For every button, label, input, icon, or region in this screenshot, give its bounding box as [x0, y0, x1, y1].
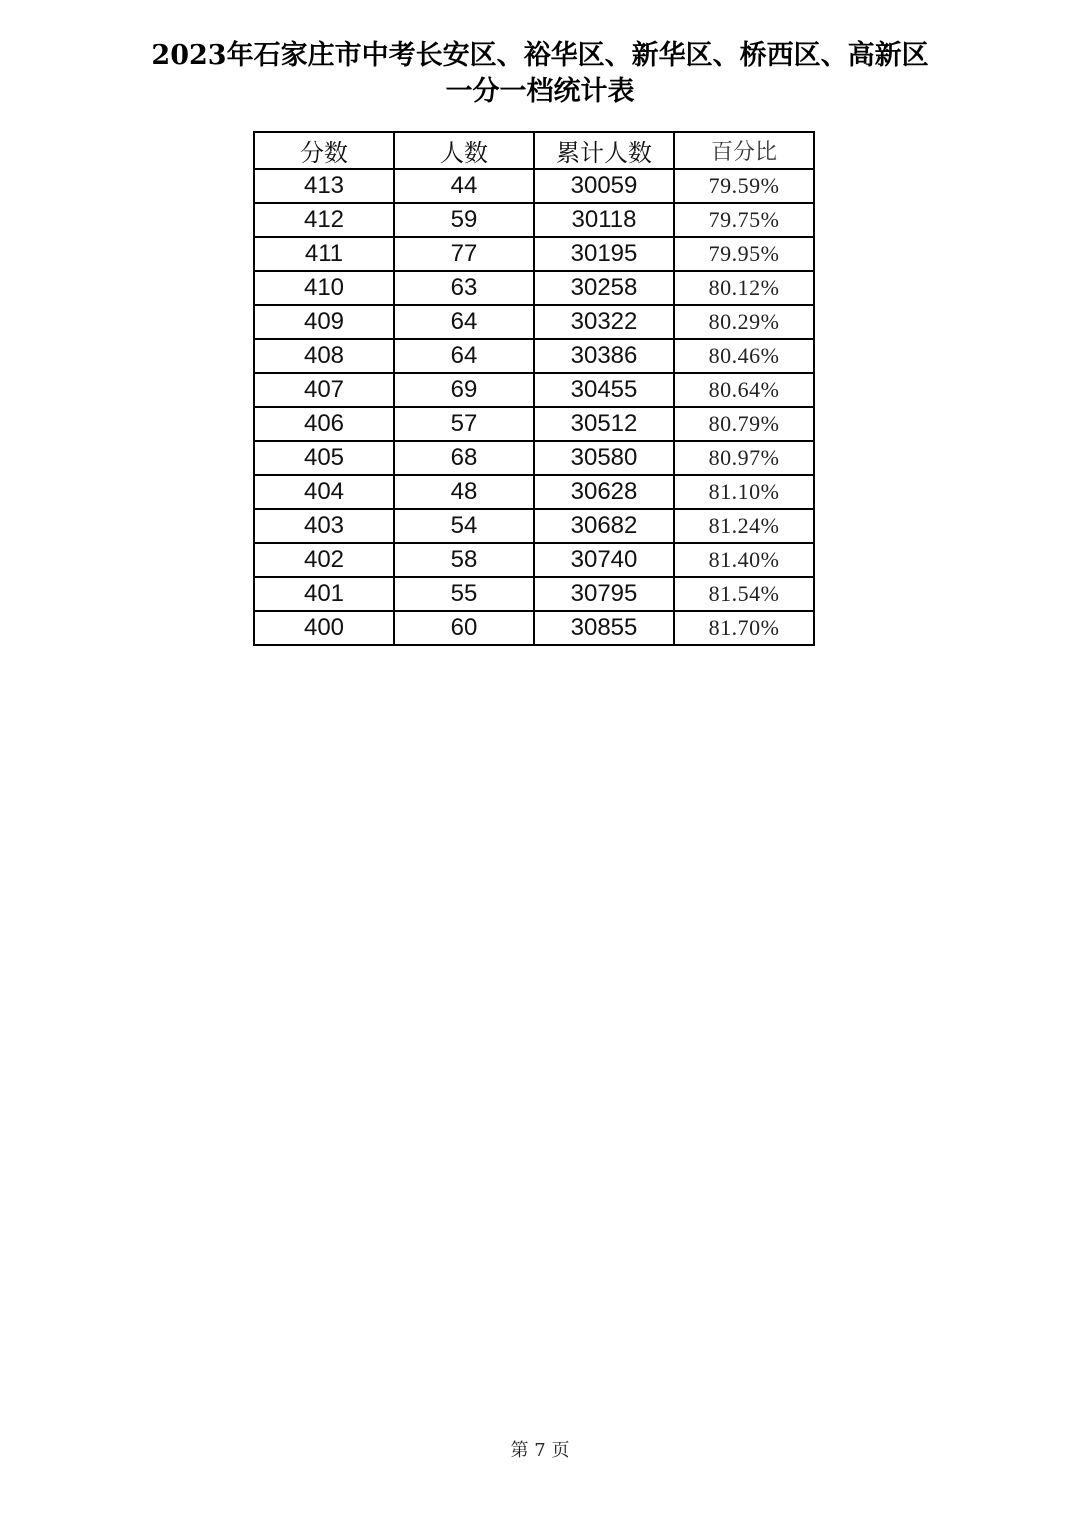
table-row: [254, 475, 814, 509]
cell-count: 69: [394, 373, 534, 407]
table-row: [254, 271, 814, 305]
cell-cumulative: 30580: [534, 441, 674, 475]
cell-score: 411: [254, 237, 394, 271]
cell-percentage: 81.40%: [674, 543, 814, 577]
table-row: [254, 169, 814, 203]
cell-percentage: 81.24%: [674, 509, 814, 543]
table-row: [254, 339, 814, 373]
cell-score: 401: [254, 577, 394, 611]
cell-cumulative: 30322: [534, 305, 674, 339]
table-row: [254, 611, 814, 645]
cell-score: 404: [254, 475, 394, 509]
cell-score: 410: [254, 271, 394, 305]
cell-count: 57: [394, 407, 534, 441]
cell-cumulative: 30682: [534, 509, 674, 543]
cell-score: 403: [254, 509, 394, 543]
table-row: [254, 237, 814, 271]
cell-score: 407: [254, 373, 394, 407]
table-body: [254, 169, 814, 645]
cell-percentage: 81.70%: [674, 611, 814, 645]
cell-score: 402: [254, 543, 394, 577]
table-row: [254, 509, 814, 543]
header-percentage: 百分比: [674, 132, 814, 169]
cell-percentage: 80.64%: [674, 373, 814, 407]
cell-score: 412: [254, 203, 394, 237]
score-distribution-table: [253, 131, 815, 646]
cell-count: 64: [394, 339, 534, 373]
cell-count: 54: [394, 509, 534, 543]
header-cumulative: 累计人数: [534, 132, 674, 169]
table-row: [254, 305, 814, 339]
document-title-line1: 2023年石家庄市中考长安区、裕华区、新华区、桥西区、高新区: [151, 40, 929, 71]
page-number: 第 7 页: [510, 1440, 570, 1461]
cell-cumulative: 30855: [534, 611, 674, 645]
cell-score: 405: [254, 441, 394, 475]
cell-percentage: 80.79%: [674, 407, 814, 441]
table-row: [254, 543, 814, 577]
cell-cumulative: 30195: [534, 237, 674, 271]
cell-count: 55: [394, 577, 534, 611]
table-row: [254, 203, 814, 237]
table-row: [254, 441, 814, 475]
cell-cumulative: 30512: [534, 407, 674, 441]
cell-count: 77: [394, 237, 534, 271]
cell-percentage: 80.97%: [674, 441, 814, 475]
cell-count: 63: [394, 271, 534, 305]
header-count: 人数: [394, 132, 534, 169]
cell-cumulative: 30386: [534, 339, 674, 373]
cell-count: 48: [394, 475, 534, 509]
cell-percentage: 80.12%: [674, 271, 814, 305]
header-score: 分数: [254, 132, 394, 169]
cell-percentage: 80.46%: [674, 339, 814, 373]
cell-count: 44: [394, 169, 534, 203]
cell-percentage: 79.95%: [674, 237, 814, 271]
table-row: [254, 373, 814, 407]
table-row: [254, 577, 814, 611]
cell-cumulative: 30455: [534, 373, 674, 407]
cell-score: 408: [254, 339, 394, 373]
cell-percentage: 80.29%: [674, 305, 814, 339]
cell-score: 413: [254, 169, 394, 203]
cell-percentage: 81.54%: [674, 577, 814, 611]
cell-percentage: 81.10%: [674, 475, 814, 509]
cell-cumulative: 30628: [534, 475, 674, 509]
cell-score: 409: [254, 305, 394, 339]
cell-cumulative: 30118: [534, 203, 674, 237]
cell-percentage: 79.75%: [674, 203, 814, 237]
cell-percentage: 79.59%: [674, 169, 814, 203]
cell-score: 406: [254, 407, 394, 441]
cell-cumulative: 30258: [534, 271, 674, 305]
cell-count: 60: [394, 611, 534, 645]
cell-cumulative: 30740: [534, 543, 674, 577]
cell-count: 68: [394, 441, 534, 475]
cell-cumulative: 30059: [534, 169, 674, 203]
document-title-line2: 一分一档统计表: [445, 76, 635, 107]
cell-score: 400: [254, 611, 394, 645]
cell-count: 58: [394, 543, 534, 577]
cell-count: 59: [394, 203, 534, 237]
cell-count: 64: [394, 305, 534, 339]
table-row: [254, 407, 814, 441]
table-header-row: [254, 132, 814, 169]
cell-cumulative: 30795: [534, 577, 674, 611]
